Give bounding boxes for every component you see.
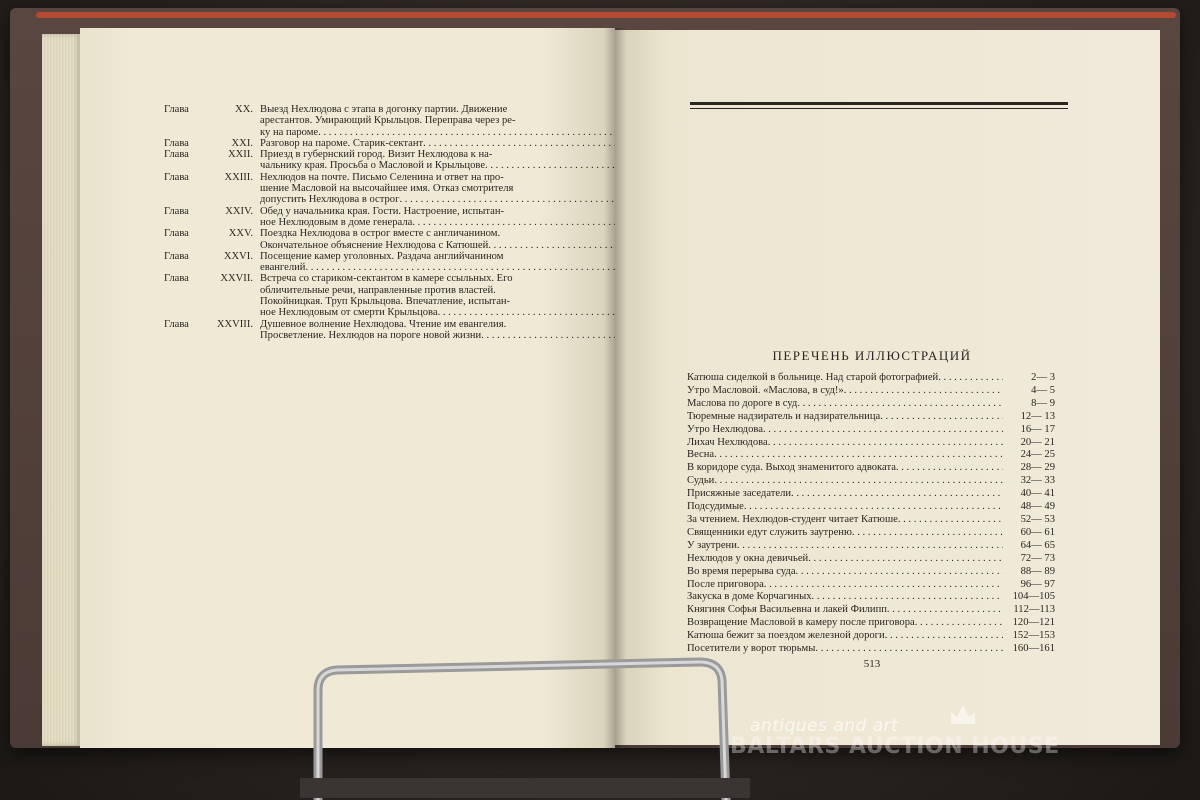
illustration-entry	[687, 617, 1055, 630]
illustration-entry	[687, 501, 1055, 514]
leader-dots	[714, 449, 1003, 462]
leader-dots	[808, 553, 1003, 566]
illustration-entry	[687, 604, 1055, 617]
watermark-house-name: BALTARS AUCTION HOUSE	[730, 734, 1060, 759]
thin-rule	[690, 108, 1068, 109]
toc-chapter-word: Глава	[164, 149, 189, 161]
leader-dots	[763, 424, 1003, 437]
illustration-title: Лихач Нехлюдова	[687, 436, 768, 448]
illustration-title: Катюша сиделкой в больнице. Над старой фотографией	[687, 372, 939, 383]
toc-chapter-number: XXVIII.	[216, 318, 253, 330]
toc-line-text: Окончательное объяснение Нехлюдова с Катюшей	[260, 239, 489, 251]
illustrations-title: ПЕРЕЧЕНЬ ИЛЛЮСТРАЦИЙ	[772, 348, 972, 363]
toc-chapter-number: XXVI.	[223, 250, 253, 262]
illustration-title: Весна	[687, 449, 715, 461]
toc-chapter-word: Глава	[164, 137, 189, 149]
toc-chapter-number: XXV.	[228, 228, 253, 240]
illustration-pages: 2— 3	[1031, 372, 1055, 383]
illustration-pages: 72— 73	[1020, 552, 1055, 564]
illustration-entry	[687, 475, 1055, 488]
toc-line-text: допустить Нехлюдова в острог	[260, 194, 400, 206]
illustration-entry	[687, 527, 1055, 540]
toc-chapter-word: Глава	[164, 205, 189, 217]
illustration-entry	[687, 398, 1055, 411]
toc-line-text: Нехлюдов на почте. Письмо Селенина и ответ на про-	[260, 171, 504, 183]
leader-dots	[852, 527, 1003, 540]
illustration-pages: 16— 17	[1020, 423, 1055, 435]
illustration-pages: 40— 41	[1020, 488, 1055, 500]
toc-chapter-word: Глава	[164, 250, 189, 262]
illustration-pages: 104—105	[1012, 591, 1055, 603]
leader-dots	[880, 411, 1003, 424]
illustration-pages: 20— 21	[1020, 436, 1055, 448]
illustration-entry	[687, 462, 1055, 475]
illustration-title: У заутрени	[687, 539, 737, 551]
illustration-pages: 152—153	[1012, 630, 1055, 642]
illustration-title: Закуска в доме Корчагиных	[687, 591, 812, 603]
leader-dots	[791, 488, 1003, 501]
toc-entry	[164, 251, 556, 274]
toc-line-text: Посещение камер уголовных. Раздача английчанином	[260, 250, 504, 262]
illustration-entry	[687, 591, 1055, 604]
toc-line-text: Душевное волнение Нехлюдова. Чтение им евангелия.	[260, 318, 507, 330]
illustrations-list	[687, 372, 1055, 656]
illustration-entry	[687, 566, 1055, 579]
page-number: 513	[863, 658, 881, 670]
leader-dots	[815, 643, 1003, 656]
toc-line-text: Поездка Нехлюдова в острог вместе с англичанином.	[260, 228, 501, 240]
illustration-entry	[687, 488, 1055, 501]
watermark-tagline: antiques and art	[750, 716, 899, 736]
illustration-entry	[687, 449, 1055, 462]
table-of-contents	[164, 104, 556, 341]
toc-entry	[164, 206, 556, 229]
illustration-pages: 48— 49	[1020, 501, 1055, 513]
illustration-entry	[687, 437, 1055, 450]
toc-line-text: арестантов. Умирающий Крыльцов. Переправа через ре-	[260, 115, 516, 127]
toc-chapter-number: XXII.	[227, 149, 253, 161]
illustration-title: После приговора	[687, 578, 764, 590]
toc-entry	[164, 138, 556, 149]
toc-line-text: Встреча со стариком-сектантом в камере ссыльных. Его	[260, 273, 513, 285]
leader-dots	[915, 617, 1003, 630]
illustration-entry	[687, 372, 1055, 385]
illustration-title: Тюремные надзиратель и надзирательница	[687, 410, 881, 422]
illustration-entry	[687, 424, 1055, 437]
leader-dots	[714, 475, 1003, 488]
illustration-entry	[687, 553, 1055, 566]
illustration-pages: 32— 33	[1020, 475, 1055, 487]
leader-dots	[764, 579, 1003, 592]
illustration-entry	[687, 630, 1055, 643]
illustration-pages: 28— 29	[1020, 462, 1055, 474]
illustration-pages: 120—121	[1012, 617, 1055, 629]
illustration-title: Нехлюдов у окна девичьей	[687, 552, 809, 564]
illustration-title: Посетители у ворот тюрьмы	[687, 643, 816, 655]
toc-line-text: чальнику края. Просьба о Масловой и Крыльцове	[260, 160, 486, 172]
toc-entry	[164, 273, 556, 318]
toc-line-text: Приезд в губернский город. Визит Нехлюдова к на-	[260, 149, 493, 161]
page-stack	[42, 34, 82, 746]
illustration-title: Утро Масловой. «Маслова, в суд!»	[687, 384, 844, 396]
toc-chapter-number: XXI.	[231, 137, 253, 149]
leader-dots	[768, 437, 1003, 450]
toc-chapter-word: Глава	[164, 273, 189, 285]
toc-chapter-word: Глава	[164, 171, 189, 183]
toc-entry	[164, 228, 556, 251]
leader-dots	[898, 514, 1003, 527]
illustration-pages: 8— 9	[1031, 397, 1055, 409]
thick-rule	[690, 102, 1068, 105]
toc-chapter-word: Глава	[164, 318, 189, 330]
leader-dots	[797, 398, 1003, 411]
leader-dots	[896, 462, 1003, 475]
leader-dots	[796, 566, 1003, 579]
illustration-title: Присяжные заседатели	[687, 488, 792, 500]
illustration-title: Возвращение Масловой в камеру после приговора	[687, 617, 915, 629]
illustration-entry	[687, 514, 1055, 527]
leader-dots	[938, 372, 1003, 385]
illustration-pages: 4— 5	[1031, 384, 1055, 396]
illustration-entry	[687, 579, 1055, 592]
red-page-edge	[36, 12, 1176, 18]
illustration-title: Судьи	[687, 475, 715, 487]
illustration-title: Катюша бежит за поездом железной дороги	[687, 630, 885, 642]
toc-entry	[164, 319, 556, 342]
illustration-title: Священники едут служить заутреню	[687, 526, 852, 538]
toc-line-text: Покойницкая. Труп Крыльцова. Впечатление, испытан-	[260, 296, 511, 308]
illustration-pages: 60— 61	[1020, 526, 1055, 538]
illustration-entry	[687, 385, 1055, 398]
illustration-pages: 12— 13	[1020, 410, 1055, 422]
illustration-entry	[687, 411, 1055, 424]
toc-line-text: шение Масловой на высочайшее имя. Отказ смотрителя	[260, 183, 514, 195]
right-page	[615, 30, 1160, 745]
book-gutter	[604, 28, 626, 748]
illustration-entry	[687, 540, 1055, 553]
illustration-pages: 96— 97	[1020, 578, 1055, 590]
illustration-pages: 112—113	[1013, 604, 1055, 616]
toc-line-text: Разговор на пароме. Старик-сектант	[260, 137, 424, 149]
toc-chapter-number: XXIII.	[224, 171, 253, 183]
toc-chapter-word: Глава	[164, 104, 189, 115]
toc-chapter-number: XXIV.	[225, 205, 253, 217]
illustration-title: В коридоре суда. Выход знаменитого адвоката	[687, 462, 896, 474]
illustration-title: За чтением. Нехлюдов-студент читает Катюше	[687, 513, 898, 525]
illustration-title: Маслова по дороге в суд	[687, 397, 798, 409]
illustration-pages: 88— 89	[1020, 565, 1055, 577]
toc-line-text: ку на пароме	[260, 126, 319, 138]
toc-entry	[164, 172, 556, 206]
toc-entry	[164, 104, 556, 138]
toc-line-text: ное Нехлюдовым в доме генерала	[260, 216, 413, 228]
toc-line-text: Обед у начальника края. Гости. Настроение, испытан-	[260, 205, 505, 217]
toc-entry	[164, 149, 556, 172]
leader-dots	[744, 501, 1003, 514]
toc-chapter-number: XXVII.	[220, 273, 253, 285]
toc-chapter-word: Глава	[164, 228, 189, 240]
leader-dots	[844, 385, 1003, 398]
header-rules	[690, 102, 1068, 109]
illustration-title: Княгиня Софья Васильевна и лакей Филипп	[687, 604, 887, 616]
illustration-pages: 64— 65	[1020, 539, 1055, 551]
illustration-pages: 24— 25	[1020, 449, 1055, 461]
leader-dots	[737, 540, 1003, 553]
illustration-entry	[687, 643, 1055, 656]
toc-line-text: обличительные речи, направленные против властей.	[260, 284, 496, 296]
left-page	[80, 28, 615, 748]
illustration-title: Во время перерыва суда	[687, 565, 796, 577]
toc-line-text: Просветление. Нехлюдов на пороге новой жизни	[260, 329, 482, 341]
leader-dots	[887, 604, 1003, 617]
illustration-title: Утро Нехлюдова	[687, 423, 763, 435]
leader-dots	[812, 591, 1003, 604]
illustration-title: Подсудимые	[687, 501, 744, 513]
toc-line-text: евангелий	[260, 262, 306, 274]
toc-line-text: ное Нехлюдовым от смерти Крыльцова	[260, 307, 438, 319]
illustration-pages: 52— 53	[1020, 513, 1055, 525]
leader-dots	[885, 630, 1003, 643]
toc-line-text: Выезд Нехлюдова с этапа в догонку партии. Движение	[260, 104, 508, 115]
illustration-pages: 160—161	[1012, 643, 1055, 655]
toc-chapter-number: XX.	[235, 104, 253, 115]
